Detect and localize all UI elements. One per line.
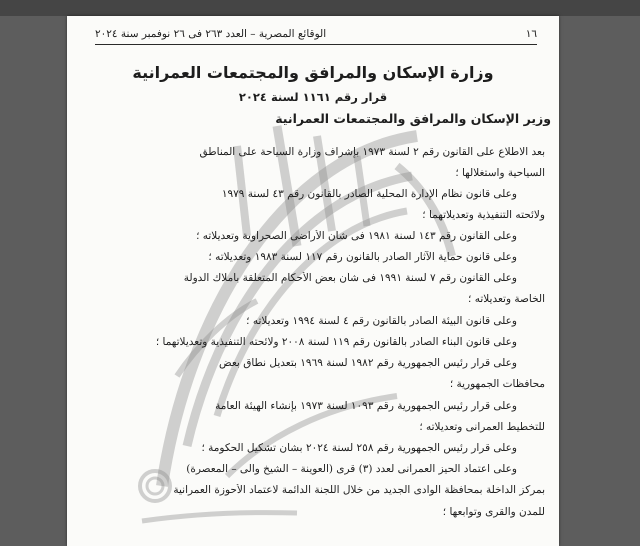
- body-line: وعلى اعتماد الحيز العمرانى لعدد (٣) قرى (العوينة – الشيخ والى – المعصرة): [186, 463, 517, 475]
- body-line: للمدن والقرى وتوابعها ؛: [442, 506, 545, 518]
- body-line: وعلى قرار رئيس الجمهورية رقم ١٠٩٣ لسنة ١٩٧٣ بإنشاء الهيئة العامة: [215, 400, 517, 412]
- body-line: الخاصة وتعديلاته ؛: [468, 293, 545, 305]
- body-line: وعلى قانون البناء الصادر بالقانون رقم ١١٩ لسنة ٢٠٠٨ ولائحته التنفيذية وتعديلاتهما ؛: [155, 336, 517, 348]
- body-line: وعلى القانون رقم ١٤٣ لسنة ١٩٨١ فى شأن الأراضى الصحراوية وتعديلاته ؛: [196, 230, 517, 242]
- running-header: [95, 28, 537, 45]
- decree-number: قرار رقم ١١٦١ لسنة ٢٠٢٤: [238, 90, 388, 104]
- body-line: وعلى قانون نظام الإدارة المحلية الصادر بالقانون رقم ٤٣ لسنة ١٩٧٩: [221, 188, 517, 200]
- body-line: بمركز الداخلة بمحافظة الوادى الجديد من خلال اللجنة الدائمة لاعتماد الأحوزة العمرانية: [173, 484, 545, 496]
- viewer-top-bar: [0, 0, 640, 16]
- body-line: وعلى قرار رئيس الجمهورية رقم ١٩٨٢ لسنة ١٩٦٩ بتعديل نطاق بعض: [219, 357, 517, 369]
- body-line: وعلى قرار رئيس الجمهورية رقم ٢٥٨ لسنة ٢٠٢٤ بشأن تشكيل الحكومة ؛: [201, 442, 517, 454]
- body-line: للتخطيط العمرانى وتعديلاته ؛: [419, 421, 545, 433]
- body-line: وعلى قانون حماية الآثار الصادر بالقانون رقم ١١٧ لسنة ١٩٨٣ وتعديلاته ؛: [208, 251, 517, 263]
- body-line: بعد الاطلاع على القانون رقم ٢ لسنة ١٩٧٣ بإشراف وزارة السياحة على المناطق: [199, 146, 545, 158]
- minister-title: وزير الإسكان والمرافق والمجتمعات العمرانية: [275, 111, 551, 126]
- body-line: السياحية واستغلالها ؛: [455, 167, 545, 179]
- body-line: وعلى القانون رقم ٧ لسنة ١٩٩١ فى شأن بعض الأحكام المتعلقة بأملاك الدولة: [183, 272, 517, 284]
- body-line: ولائحته التنفيذية وتعديلاتهما ؛: [422, 209, 545, 221]
- ministry-title: وزارة الإسكان والمرافق والمجتمعات العمرانية: [132, 63, 494, 82]
- document-page: [67, 16, 559, 546]
- issue-line: الوقائع المصرية – العدد ٢٦٣ فى ٢٦ نوفمبر سنة ٢٠٢٤: [95, 28, 327, 40]
- body-line: محافظات الجمهورية ؛: [449, 378, 545, 390]
- page-number: ١٦: [525, 28, 537, 40]
- body-line: وعلى قانون البيئة الصادر بالقانون رقم ٤ لسنة ١٩٩٤ وتعديلاته ؛: [246, 315, 517, 327]
